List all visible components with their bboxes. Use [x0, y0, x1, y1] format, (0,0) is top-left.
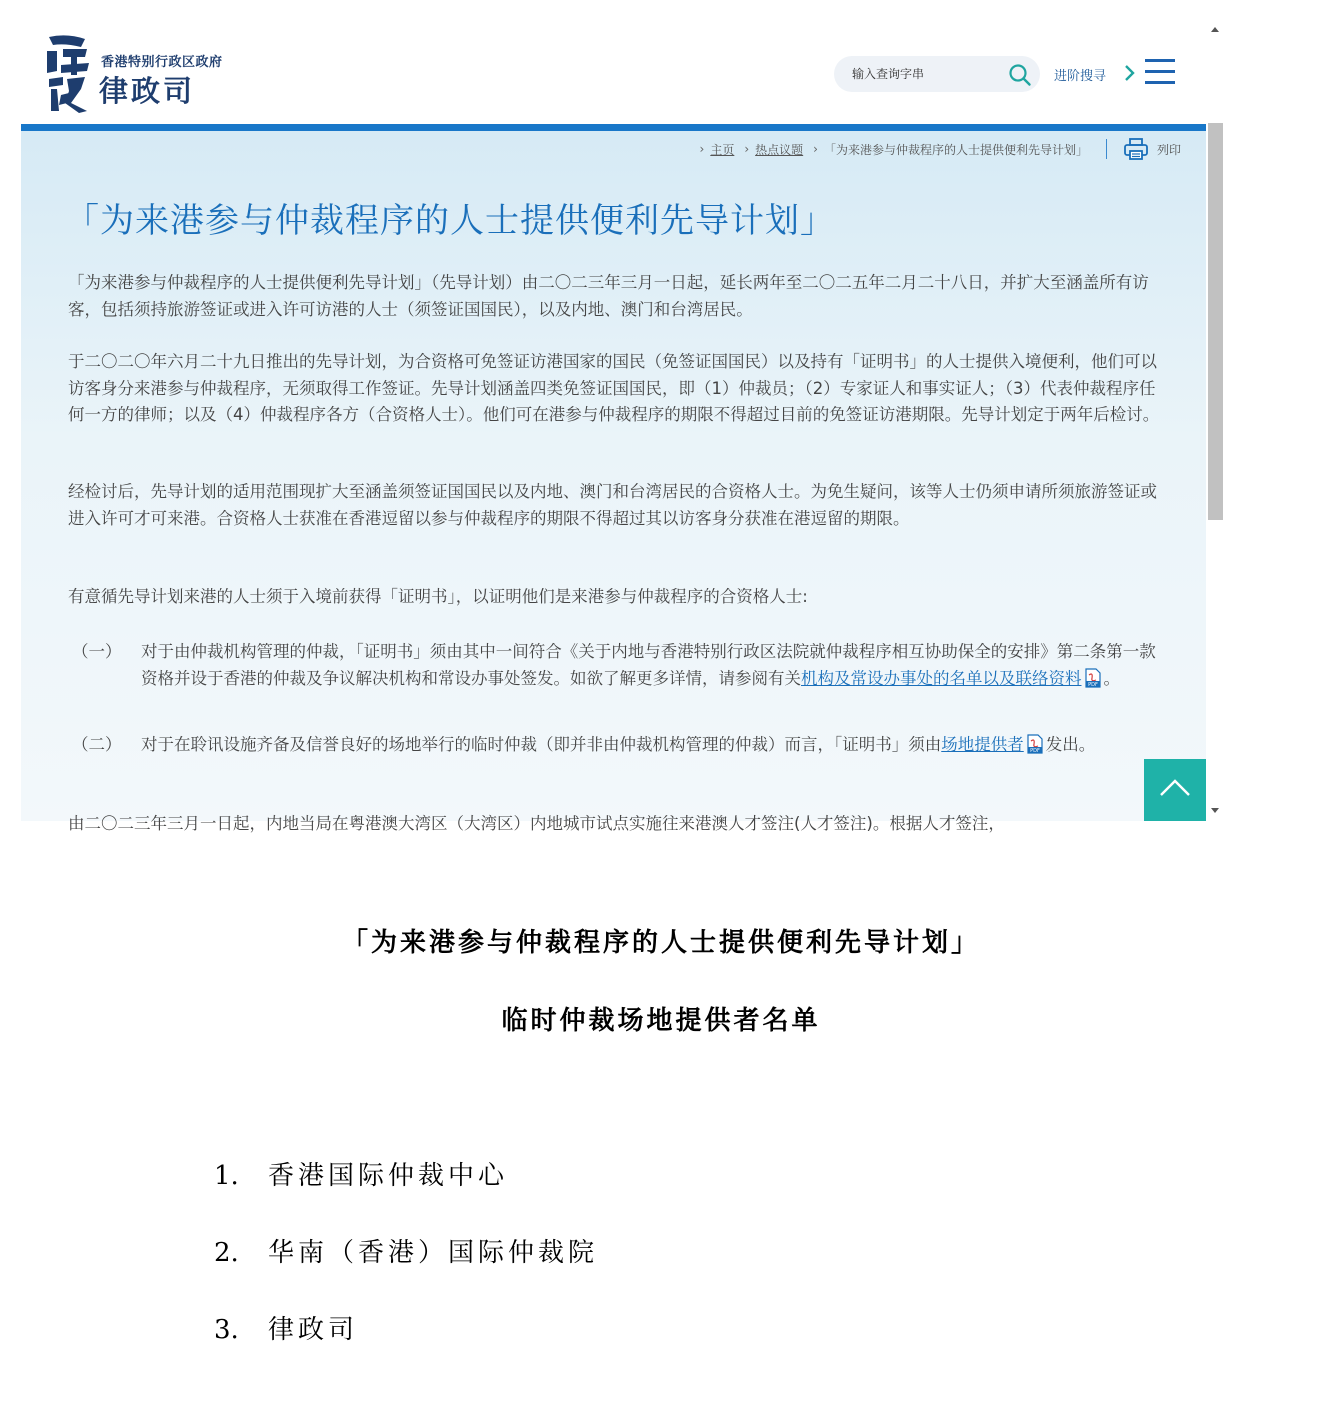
- chevron-right-icon[interactable]: [1123, 63, 1137, 83]
- advanced-search-link[interactable]: 进阶搜寻: [1054, 69, 1107, 84]
- paragraph: 有意循先导计划来港的人士须于入境前获得「证明书」，以证明他们是来港参与仲裁程序的合资格人士:: [68, 587, 808, 606]
- arrow-up-icon: [1158, 775, 1192, 801]
- breadcrumb-home-link[interactable]: 主页: [710, 142, 735, 157]
- list-item: [68, 639, 1162, 692]
- provider-list-item: [214, 1232, 598, 1269]
- vertical-scrollbar[interactable]: [1206, 21, 1225, 821]
- provider-name: 香港国际仲裁中心: [268, 1161, 509, 1191]
- printer-icon[interactable]: [1123, 137, 1149, 161]
- provider-number: 1.: [214, 1161, 239, 1191]
- search-input[interactable]: [834, 56, 1002, 92]
- provider-list-item: [214, 1155, 508, 1192]
- paragraph: 于二〇二〇年六月二十九日推出的先导计划，为合资格可免签证访港国家的国民（免签证国国民）以及持有「证明书」的人士提供入境便利，他们可以访客身分来港参与仲裁程序，无须取得工作签证。先导计划涵盖四类免签证国国民，即（1）仲裁员；（2）专家证人和事实证人；（3）代表仲裁程序任何一方的律师；以及（4）仲裁程序各方（合资格人士）。他们可在港参与仲裁程序的期限不得超过目前的免签证访港期限。先导计划定于两年后检讨。: [68, 352, 1160, 424]
- browser-screenshot: [21, 21, 1225, 833]
- scroll-to-top-button[interactable]: [1144, 759, 1206, 821]
- breadcrumb-separator: ›: [813, 142, 818, 156]
- provider-name: 华南（香港）国际仲裁院: [268, 1238, 599, 1268]
- breadcrumb-hot-topics-link[interactable]: 热点议题: [755, 142, 804, 157]
- breadcrumb-current: 「为来港参与仲裁程序的人士提供便利先导计划」: [823, 142, 1088, 157]
- list-item-body: [141, 639, 1162, 692]
- breadcrumb: [690, 137, 1182, 161]
- logo-title[interactable]: 律政司: [99, 74, 196, 108]
- list-item-number: （一）: [72, 642, 122, 661]
- paragraph-cut-off: 由二〇二三年三月一日起，内地当局在粤港澳大湾区（大湾区）内地城市试点实施往来港澳人才签注(人才签注)。根据人才签注，: [68, 814, 1005, 833]
- list-item-body: [141, 732, 1162, 759]
- header-accent-bar: [21, 124, 1206, 131]
- list-item-text-end: 发出。: [1045, 735, 1096, 754]
- search-box: [834, 56, 1040, 92]
- provider-list-item: [214, 1309, 358, 1346]
- search-icon[interactable]: [1008, 63, 1032, 87]
- scrollbar-thumb[interactable]: [1208, 123, 1223, 520]
- page-title: 「为来港参与仲裁程序的人士提供便利先导计划」: [65, 201, 835, 241]
- menu-icon[interactable]: [1145, 59, 1175, 85]
- scrollbar-up-arrow[interactable]: [1211, 27, 1219, 32]
- provider-number: 2.: [214, 1238, 239, 1268]
- scrollbar-down-arrow[interactable]: [1211, 808, 1219, 813]
- list-item-text-end: 。: [1103, 668, 1120, 688]
- document-title: 「为来港参与仲裁程序的人士提供便利先导计划」: [341, 928, 980, 958]
- paragraph: 「为来港参与仲裁程序的人士提供便利先导计划」（先导计划）由二〇二三年三月一日起，延长两年至二〇二五年二月二十八日，并扩大至涵盖所有访客，包括须持旅游签证或进入许可访港的人士（须签证国国民），以及内地、澳门和台湾居民。: [68, 273, 1149, 319]
- breadcrumb-separator: ›: [699, 142, 705, 156]
- pdf-icon[interactable]: [1026, 734, 1044, 754]
- main-content: [21, 131, 1206, 833]
- logo-seal-icon[interactable]: [43, 31, 91, 115]
- list-item-text: 对于由仲裁机构管理的仲裁，「证明书」须由其中一间符合《关于内地与香港特别行政区法院就仲裁程序相互协助保全的安排》第二条第一款资格并设于香港的仲裁及争议解决机构和常设办事处签发。如欲了解更多详情，请参阅有关: [141, 642, 1156, 688]
- print-link[interactable]: 列印: [1156, 142, 1181, 157]
- list-item-text: 对于在聆讯设施齐备及信誉良好的场地举行的临时仲裁（即并非由仲裁机构管理的仲裁）而言，「证明书」须由: [141, 735, 942, 754]
- list-item-number: （二）: [72, 735, 122, 754]
- breadcrumb-divider: [1106, 139, 1107, 159]
- provider-number: 3.: [214, 1315, 239, 1345]
- paragraph: 经检讨后，先导计划的适用范围现扩大至涵盖须签证国国民以及内地、澳门和台湾居民的合资格人士。为免生疑问，该等人士仍须申请所须旅游签证或进入许可才可来港。合资格人士获准在香港逗留以参与仲裁程序的期限不得超过其以访客身分获准在港逗留的期限。: [68, 482, 1157, 528]
- provider-name: 律政司: [268, 1315, 359, 1345]
- document-subtitle: 临时仲裁场地提供者名单: [501, 1006, 821, 1036]
- venue-providers-link[interactable]: 场地提供者: [941, 735, 1024, 754]
- breadcrumb-separator: ›: [744, 142, 750, 156]
- site-header: [21, 21, 1206, 124]
- svg-text:PDF: PDF: [1087, 681, 1098, 688]
- logo-subtitle: 香港特别行政区政府: [101, 55, 223, 70]
- list-item: [68, 732, 1162, 759]
- pdf-icon[interactable]: [1084, 668, 1102, 688]
- institutions-list-link[interactable]: 机构及常设办事处的名单以及联络资料: [801, 668, 1082, 688]
- svg-text:PDF: PDF: [1029, 748, 1040, 754]
